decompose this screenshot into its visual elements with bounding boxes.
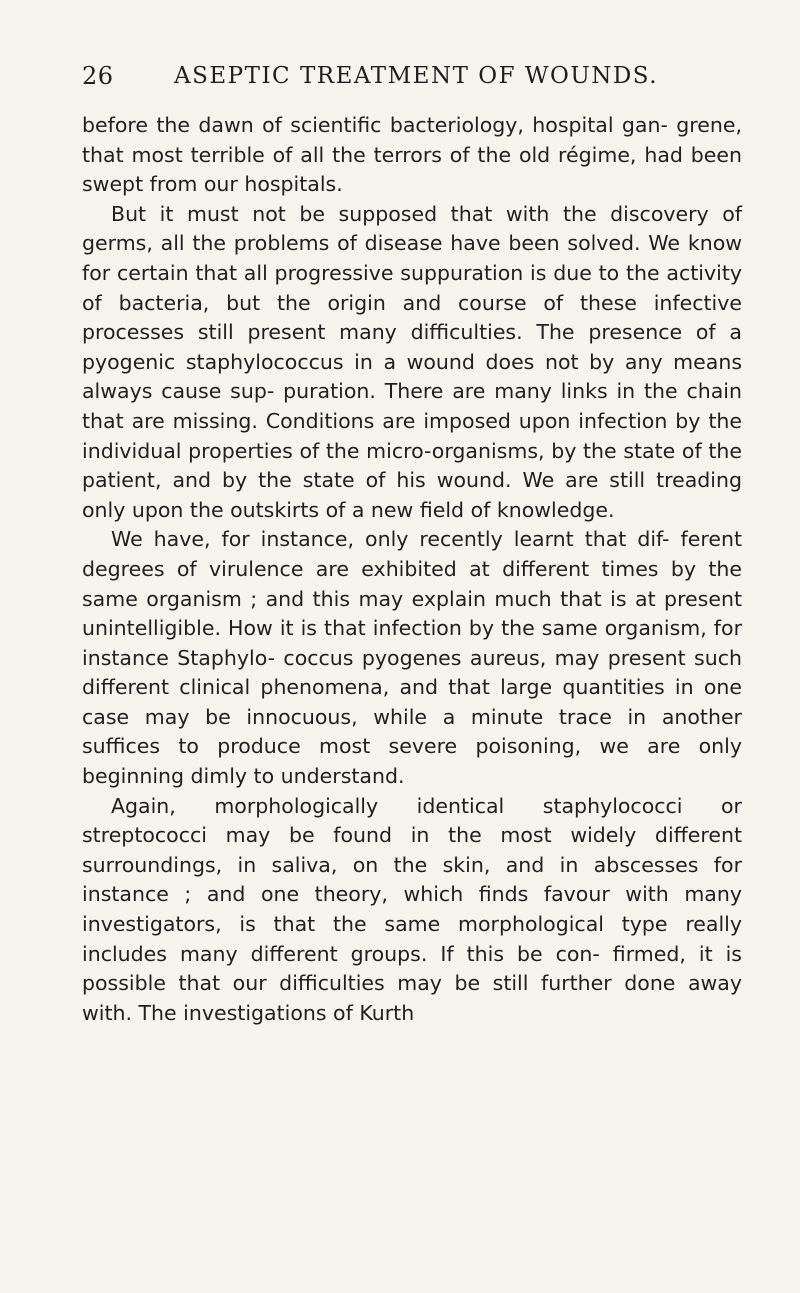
paragraph-continuation: before the dawn of scientific bacteriology, hospital gan- grene, that most terrible of all the terrors of the old régime, had been swept from our hospitals. [82, 113, 742, 197]
paragraph-morphology: Again, morphologically identical staphylococci or streptococci may be found in the most widely different surroundings, in saliva, on the skin, and in abscesses for instance ; and one theory, which finds favour with many investigators, is that the same morphological type really includes many different groups. If this be con- firmed, it is possible that our difficulties may be still further done away with. The investigations of Kurth [82, 793, 742, 1025]
paragraph-virulence: We have, for instance, only recently learnt that dif- ferent degrees of virulence are exhibited at different times by the same organism ; and this may explain much that is at present unintelligible. How it is that infection by the same organism, for instance Staphylo- coccus pyogenes aureus, may present such different clinical phenomena, and that large quantities in one case may be innocuous, while a minute trace in another suffices to produce most severe poisoning, we are only beginning dimly to understand. [82, 527, 742, 789]
page-header [82, 56, 742, 96]
page-number: 26 [82, 62, 114, 90]
body-text [82, 111, 742, 1028]
running-title: ASEPTIC TREATMENT OF WOUNDS. [174, 63, 659, 89]
paragraph-germs-problems: But it must not be supposed that with the discovery of germs, all the problems of disease have been solved. We know for certain that all progressive suppuration is due to the activity of bacteria, but the origin and course of these infective processes still present many difficulties. The presence of a pyogenic staphylococcus in a wound does not by any means always cause sup- puration. There are many links in the chain that are missing. Conditions are imposed upon infection by the individual properties of the micro-organisms, by the state of the patient, and by the state of his wound. We are still treading only upon the outskirts of a new field of knowledge. [82, 201, 742, 522]
